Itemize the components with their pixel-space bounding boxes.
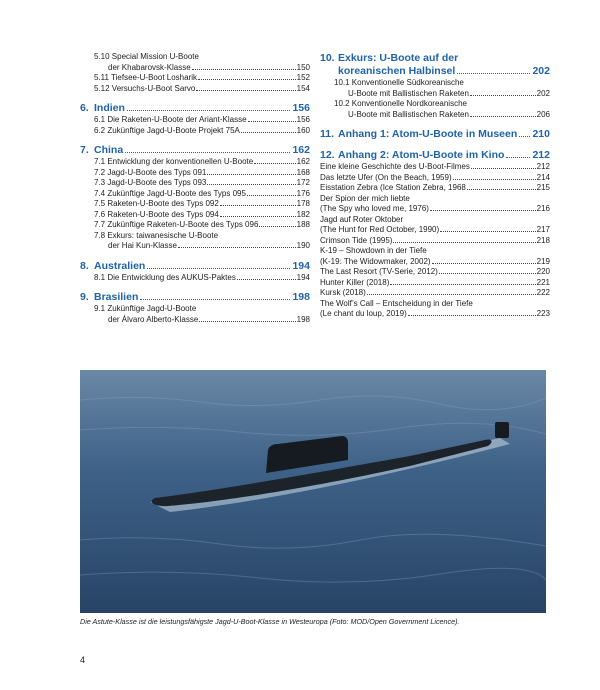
dot-leader <box>127 109 291 111</box>
heading-title: Brasilien <box>94 291 139 303</box>
toc-entry-9-1[interactable] <box>80 315 310 326</box>
toc-entry-7-6[interactable] <box>80 210 310 221</box>
dot-leader <box>439 272 536 274</box>
heading-page: 202 <box>532 65 550 77</box>
toc-entry-film[interactable] <box>320 162 550 173</box>
toc-page: 198 <box>296 314 310 324</box>
toc-entry-7-7[interactable] <box>80 220 310 231</box>
toc-page: 150 <box>296 62 310 72</box>
toc-page: 176 <box>296 188 310 198</box>
toc-section-india <box>80 102 310 136</box>
toc-page: 223 <box>536 309 550 318</box>
heading-number: 11. <box>320 128 335 140</box>
dot-leader <box>432 262 536 264</box>
dot-leader <box>506 156 530 158</box>
toc-page: 162 <box>296 157 310 166</box>
toc-entry-film[interactable] <box>320 288 550 299</box>
toc-page: 178 <box>296 199 310 208</box>
toc-entry-5-12[interactable] <box>80 84 310 95</box>
dot-leader <box>199 320 295 322</box>
toc-entry-7-3[interactable] <box>80 178 310 189</box>
toc-entry-text: Das letzte Ufer (On the Beach, 1959) <box>320 172 452 182</box>
submarine-illustration <box>80 370 546 613</box>
toc-entry-text: 7.5 Raketen-U-Boote des Typs 092 <box>94 199 219 208</box>
dot-leader <box>470 94 536 96</box>
toc-entry-7-8[interactable] <box>80 241 310 252</box>
toc-entry-film-line1: K-19 – Showdown in der Tiefe <box>320 246 427 255</box>
heading-number: 9. <box>80 291 89 303</box>
toc-section-annex2 <box>320 149 550 320</box>
toc-entry-6-1[interactable] <box>80 115 310 126</box>
toc-entry-text: Kursk (2018) <box>320 288 366 297</box>
toc-entry-text: 8.1 Die Entwicklung des AUKUS-Paktes <box>94 272 236 282</box>
dot-leader <box>440 230 535 232</box>
toc-page: 214 <box>536 172 550 182</box>
toc-entry-7-8-line1: 7.8 Exkurs: taiwanesische U-Boote <box>94 230 219 240</box>
toc-entry-text: 6.1 Die Raketen-U-Boote der Ariant-Klasse <box>94 115 247 124</box>
dot-leader <box>430 209 536 211</box>
toc-entry-text: Hunter Killer (2018) <box>320 277 390 287</box>
heading-page: 194 <box>292 259 310 272</box>
dot-leader <box>519 135 530 137</box>
toc-entry-film[interactable] <box>320 278 550 289</box>
toc-entry-7-2[interactable] <box>80 168 310 179</box>
toc-page: 190 <box>296 241 310 250</box>
dot-leader <box>140 298 290 300</box>
toc-entry-film[interactable] <box>320 267 550 278</box>
heading-page: 210 <box>532 128 550 140</box>
toc-entry-text: 5.12 Versuchs-U-Boot Sarvo <box>94 83 196 93</box>
toc-page: 160 <box>296 125 310 135</box>
toc-page: 219 <box>536 256 550 266</box>
dot-leader <box>467 188 536 190</box>
toc-entry-7-4[interactable] <box>80 189 310 200</box>
dot-leader <box>470 115 536 117</box>
toc-entry-film[interactable] <box>320 257 550 268</box>
toc-entry-film-line1: Jagd auf Roter Oktober <box>320 214 404 224</box>
toc-heading-annex2[interactable] <box>320 149 550 162</box>
toc-entry-10-1-line1: 10.1 Konventionelle Südkoreanische <box>334 78 464 87</box>
dot-leader <box>237 278 296 280</box>
toc-entry-text: Eine kleine Geschichte des U-Boot-Filmes <box>320 162 470 171</box>
toc-right-column <box>320 52 550 328</box>
toc-entry-text: 7.7 Zukünftige Raketen-U-Boote des Typs 096 <box>94 220 259 229</box>
dot-leader <box>207 183 295 185</box>
heading-title: Exkurs: U-Boote auf der <box>338 52 459 64</box>
dot-leader <box>192 68 296 70</box>
toc-entry-film-line1: The Wolf’s Call – Entscheidung in der Tiefe <box>320 298 473 308</box>
toc-entry-film[interactable] <box>320 183 550 194</box>
heading-number: 6. <box>80 102 89 114</box>
toc-page: 168 <box>296 167 310 177</box>
heading-title: Indien <box>94 102 125 114</box>
toc-entry-text: der Hai Kun-Klasse <box>108 241 177 250</box>
toc-page: 212 <box>536 162 550 171</box>
dot-leader <box>393 241 535 243</box>
toc-entry-6-2[interactable] <box>80 126 310 137</box>
submarine-photo <box>80 370 546 613</box>
toc-page: 154 <box>296 83 310 93</box>
heading-number: 10. <box>320 52 335 64</box>
toc-entry-film[interactable] <box>320 204 550 215</box>
heading-page: 156 <box>292 102 310 114</box>
dot-leader <box>457 72 530 74</box>
toc-entry-film[interactable] <box>320 309 550 320</box>
toc-entry-text: U-Boote mit Ballistischen Raketen <box>348 109 469 119</box>
toc-heading-annex1[interactable] <box>320 128 550 141</box>
heading-title: China <box>94 144 124 156</box>
toc-page: 222 <box>536 288 550 297</box>
toc-heading-brazil[interactable] <box>80 291 310 304</box>
toc-entry-text: (The Hunt for Red October, 1990) <box>320 225 440 234</box>
toc-page: 152 <box>296 73 310 82</box>
toc-entry-film-line1: Der Spion der mich liebte <box>320 193 410 203</box>
toc-page: 206 <box>536 109 550 119</box>
toc-page: 172 <box>296 178 310 187</box>
toc-entry-7-5[interactable] <box>80 199 310 210</box>
dot-leader <box>207 173 295 175</box>
toc-entry-text: 7.6 Raketen-U-Boote des Typs 094 <box>94 209 219 219</box>
toc-entry-text: 7.1 Entwicklung der konventionellen U-Boote <box>94 157 254 166</box>
toc-heading-india[interactable] <box>80 102 310 115</box>
heading-page: 198 <box>292 291 310 303</box>
toc-section-australia <box>80 260 310 284</box>
toc-section-korea <box>320 52 550 120</box>
toc-entry-text: Crimson Tide (1995) <box>320 235 393 245</box>
toc-entry-film[interactable] <box>320 225 550 236</box>
toc-entry-film[interactable] <box>320 236 550 247</box>
toc-entry-text: (K-19: The Widowmaker, 2002) <box>320 256 431 266</box>
toc-page: 218 <box>536 235 550 245</box>
toc-left-column <box>80 52 310 333</box>
dot-leader <box>471 167 536 169</box>
toc-entry-text: der Khabarovsk-Klasse <box>108 62 191 72</box>
dot-leader <box>198 78 296 80</box>
toc-entry-text: 7.3 Jagd-U-Boote des Typs 093 <box>94 178 207 187</box>
toc-page: 220 <box>536 267 550 276</box>
toc-entry-7-1[interactable] <box>80 157 310 168</box>
toc-entry-text: U-Boote mit Ballistischen Raketen <box>348 88 469 98</box>
toc-entry-text: 7.4 Zukünftige Jagd-U-Boote des Typs 095 <box>94 188 246 198</box>
heading-title: koreanischen Halbinsel <box>338 65 456 77</box>
toc-entry-10-2-line1: 10.2 Konventionelle Nordkoreanische <box>334 99 467 108</box>
toc-section-5-continued <box>80 52 310 94</box>
dot-leader <box>248 120 296 122</box>
dot-leader <box>220 215 296 217</box>
toc-section-brazil <box>80 291 310 325</box>
dot-leader <box>125 151 290 153</box>
toc-entry-text: 6.2 Zukünftige Jagd-U-Boote Projekt 75A <box>94 125 240 135</box>
toc-entry-text: 7.2 Jagd-U-Boote des Typs 091 <box>94 167 207 177</box>
toc-entry-5-10-line1: 5.10 Special Mission U-Boote <box>94 52 199 61</box>
heading-title: Anhang 2: Atom-U-Boote im Kino <box>338 149 505 161</box>
toc-entry-10-2[interactable] <box>320 110 550 121</box>
heading-page: 162 <box>292 144 310 156</box>
toc-entry-text: 5.11 Tiefsee-U-Boot Losharik <box>94 73 198 82</box>
toc-section-china <box>80 144 310 252</box>
toc-page: 202 <box>536 88 550 98</box>
toc-entry-text: Eisstation Zebra (Ice Station Zebra, 1968 <box>320 183 466 192</box>
dot-leader <box>390 283 535 285</box>
toc-heading-australia[interactable] <box>80 260 310 273</box>
toc-entry-5-11[interactable] <box>80 73 310 84</box>
heading-number: 8. <box>80 259 89 272</box>
toc-heading-korea[interactable] <box>320 65 550 78</box>
dot-leader <box>178 246 296 248</box>
toc-page: 182 <box>296 209 310 219</box>
sea-surface <box>80 370 546 613</box>
heading-title: Anhang 1: Atom-U-Boote in Museen <box>338 128 518 140</box>
dot-leader <box>259 225 295 227</box>
dot-leader <box>453 178 536 180</box>
toc-heading-china[interactable] <box>80 144 310 157</box>
photo-caption: Die Astute-Klasse ist die leistungsfähigste Jagd-U-Boot-Klasse in Westeuropa (Foto: MOD/Open Government Licence). <box>80 617 460 626</box>
toc-page: 194 <box>296 272 310 282</box>
dot-leader <box>241 131 296 133</box>
toc-page: 215 <box>536 183 550 192</box>
toc-heading-korea-line1[interactable] <box>320 52 550 65</box>
toc-page: 188 <box>296 220 310 229</box>
toc-page: 156 <box>296 115 310 124</box>
heading-page: 212 <box>532 149 550 161</box>
toc-page: 217 <box>536 225 550 234</box>
toc-entry-text: (Le chant du loup, 2019) <box>320 309 407 318</box>
dot-leader <box>254 162 295 164</box>
toc-entry-9-1-line1: 9.1 Zukünftige Jagd-U-Boote <box>94 304 197 313</box>
toc-entry-text: The Last Resort (TV-Serie, 2012) <box>320 267 438 276</box>
toc-entry-5-10[interactable] <box>80 63 310 74</box>
toc-entry-8-1[interactable] <box>80 273 310 284</box>
toc-page: 216 <box>536 204 550 213</box>
toc-entry-10-1[interactable] <box>320 89 550 100</box>
dot-leader <box>220 204 296 206</box>
toc-page: 221 <box>536 277 550 287</box>
toc-entry-text: (The Spy who loved me, 1976) <box>320 204 429 213</box>
heading-title: Australien <box>94 259 146 272</box>
heading-number: 12. <box>320 149 335 161</box>
toc-entry-text: der Álvaro Alberto-Klasse <box>108 314 199 324</box>
page-number: 4 <box>80 655 86 665</box>
dot-leader <box>408 314 536 316</box>
dot-leader <box>196 89 295 91</box>
submarine-rudder <box>495 422 509 438</box>
toc-entry-film[interactable] <box>320 173 550 184</box>
dot-leader <box>367 293 536 295</box>
dot-leader <box>147 267 290 269</box>
heading-number: 7. <box>80 144 89 156</box>
dot-leader <box>247 194 296 196</box>
toc-section-annex1 <box>320 128 550 141</box>
